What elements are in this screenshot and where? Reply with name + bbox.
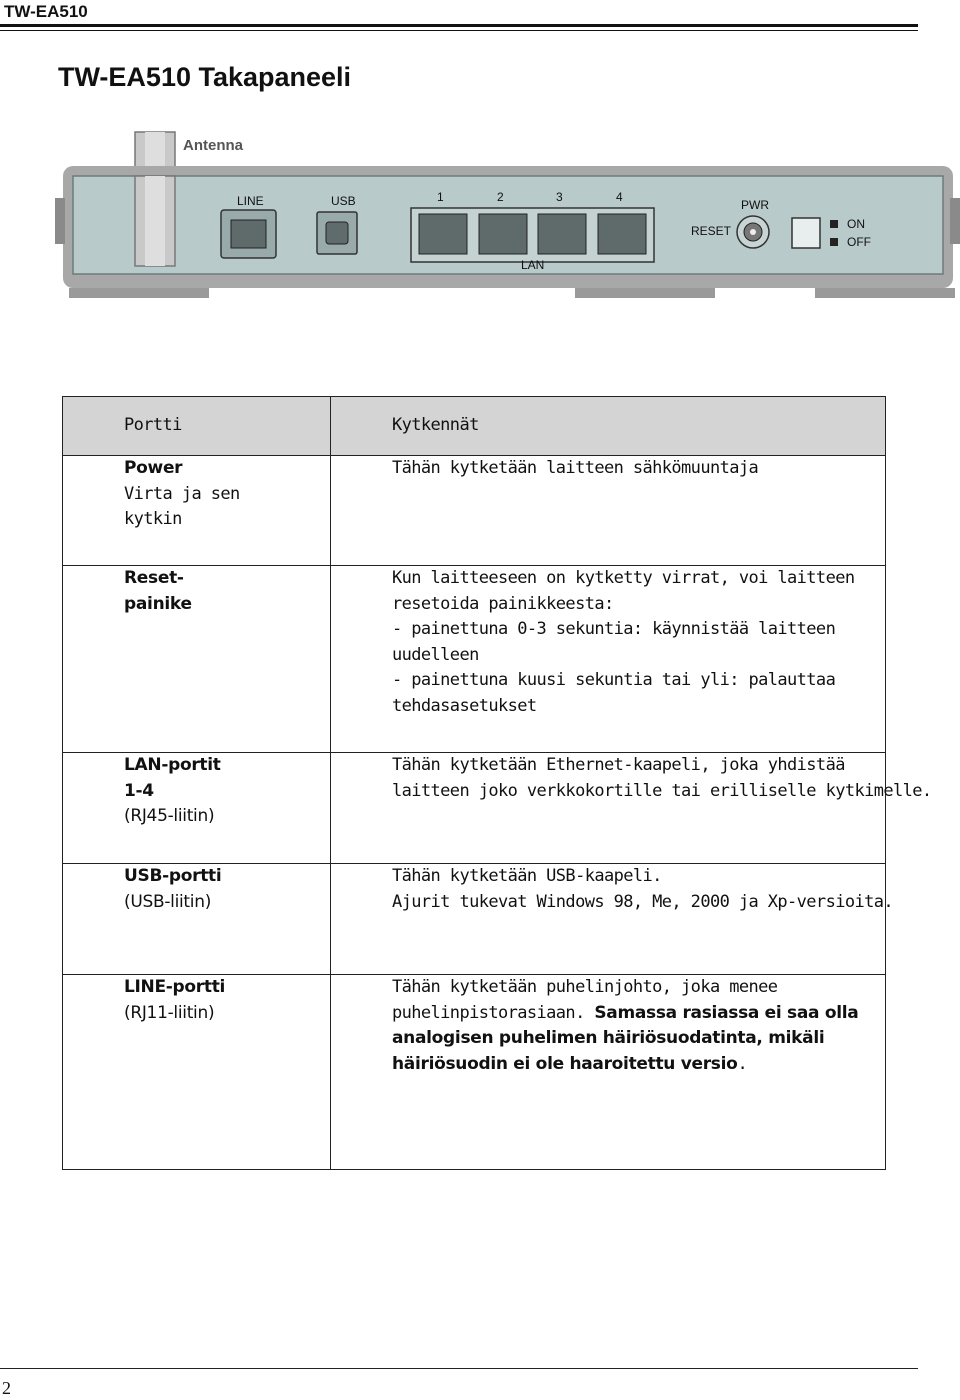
table-row bbox=[63, 753, 886, 864]
port-line: USB-portti bbox=[124, 866, 222, 886]
rear-panel-illustration bbox=[55, 128, 960, 308]
description-line bbox=[392, 1052, 885, 1078]
description-line bbox=[392, 694, 885, 720]
lan-port-4 bbox=[598, 214, 646, 254]
lan-port-2 bbox=[479, 214, 527, 254]
ports-table bbox=[62, 396, 932, 1170]
port-cell bbox=[63, 753, 331, 864]
header-doc-code: TW-EA510 bbox=[4, 2, 88, 21]
description-cell bbox=[331, 864, 894, 975]
port-cell bbox=[63, 864, 331, 975]
reset-label: RESET bbox=[691, 224, 732, 238]
on-label: ON bbox=[847, 217, 865, 231]
table-row bbox=[63, 975, 886, 1170]
port-line: (RJ45-liitin) bbox=[124, 806, 215, 826]
power-switch-shape bbox=[792, 218, 820, 248]
page-number: 2 bbox=[2, 1378, 11, 1398]
description-line bbox=[392, 668, 885, 694]
description-line bbox=[392, 1001, 885, 1027]
description-line bbox=[392, 779, 932, 805]
description-cell bbox=[331, 753, 932, 864]
description-text: - painettuna 0-3 sekuntia: käynnistää laitteen bbox=[392, 619, 836, 639]
description-text: puhelinpistorasiaan. bbox=[392, 1002, 595, 1023]
description-cell bbox=[331, 566, 886, 753]
lan-port-1 bbox=[419, 214, 467, 254]
description-text: - painettuna kuusi sekuntia tai yli: palauttaa bbox=[392, 670, 836, 690]
port-line: Power bbox=[124, 458, 183, 478]
header-rule-thin bbox=[0, 30, 918, 31]
off-label: OFF bbox=[847, 235, 871, 249]
table-row bbox=[63, 864, 886, 975]
port-line: (RJ11-liitin) bbox=[124, 1002, 215, 1023]
description-text: Kun laitteeseen on kytketty virrat, voi laitteen bbox=[392, 568, 855, 588]
lan-port-3 bbox=[538, 214, 586, 254]
port-cell bbox=[63, 456, 331, 566]
port-line: Virta ja sen bbox=[124, 483, 240, 504]
description-text: Ajurit tukevat Windows 98, Me, 2000 ja Xp-versioita. bbox=[392, 891, 894, 912]
port-line: kytkin bbox=[124, 509, 182, 529]
description-text: Tähän kytketään Ethernet-kaapeli, joka yhdistää bbox=[392, 755, 845, 775]
port-line: LAN-portit bbox=[124, 755, 221, 775]
lan-port-number-1: 1 bbox=[437, 190, 444, 204]
description-warning-text: häiriösuodin ei ole haaroitettu versio bbox=[392, 1053, 738, 1074]
lan-port-number-4: 4 bbox=[616, 190, 623, 204]
description-text: Tähän kytketään USB-kaapeli. bbox=[392, 866, 662, 886]
description-warning-text: analogisen puhelimen häiriösuodatinta, mikäli bbox=[392, 1028, 825, 1048]
port-line: painike bbox=[124, 593, 192, 614]
description-warning-text: Samassa rasiassa ei saa olla bbox=[594, 1002, 859, 1023]
footer-rule bbox=[0, 1368, 918, 1369]
description-cell bbox=[331, 975, 886, 1170]
header-port: Portti bbox=[63, 397, 331, 456]
description-line bbox=[392, 753, 885, 779]
port-line: 1-4 bbox=[124, 780, 154, 801]
description-line bbox=[392, 864, 885, 890]
table-header-row bbox=[63, 397, 886, 456]
description-line bbox=[392, 456, 885, 482]
antenna-label: Antenna bbox=[183, 137, 243, 154]
pwr-label: PWR bbox=[741, 198, 769, 212]
description-line bbox=[392, 1026, 885, 1052]
port-line: (USB-liitin) bbox=[124, 891, 212, 912]
page-title: TW-EA510 Takapaneeli bbox=[58, 62, 352, 92]
description-line bbox=[392, 592, 885, 618]
description-line bbox=[392, 890, 894, 916]
description-line bbox=[392, 975, 885, 1001]
description-text: Tähän kytketään puhelinjohto, joka menee bbox=[392, 977, 778, 997]
description-text: resetoida painikkeesta: bbox=[392, 593, 614, 614]
port-cell bbox=[63, 975, 331, 1170]
description-text: laitteen joko verkkokortille tai erilliselle kytkimelle. bbox=[392, 780, 932, 801]
description-text: tehdasasetukset bbox=[392, 695, 537, 716]
description-text: Tähän kytketään laitteen sähkömuuntaja bbox=[392, 458, 759, 478]
description-line bbox=[392, 566, 885, 592]
description-tail-text: . bbox=[737, 1053, 748, 1074]
description-line bbox=[392, 617, 885, 643]
lan-port-number-3: 3 bbox=[556, 190, 563, 204]
table-row bbox=[63, 456, 886, 566]
description-text: uudelleen bbox=[392, 644, 479, 665]
lan-label: LAN bbox=[521, 258, 545, 272]
line-port-label: LINE bbox=[237, 194, 264, 208]
description-cell bbox=[331, 456, 886, 566]
description-line bbox=[392, 643, 885, 669]
port-line: Reset- bbox=[124, 568, 184, 588]
table-body bbox=[63, 456, 932, 1170]
header-rule bbox=[0, 24, 918, 27]
usb-port-label: USB bbox=[331, 194, 356, 208]
port-cell bbox=[63, 566, 331, 753]
lan-port-number-2: 2 bbox=[497, 190, 504, 204]
port-line: LINE-portti bbox=[124, 977, 226, 997]
table-row bbox=[63, 566, 886, 753]
header-connection: Kytkennät bbox=[331, 397, 886, 456]
